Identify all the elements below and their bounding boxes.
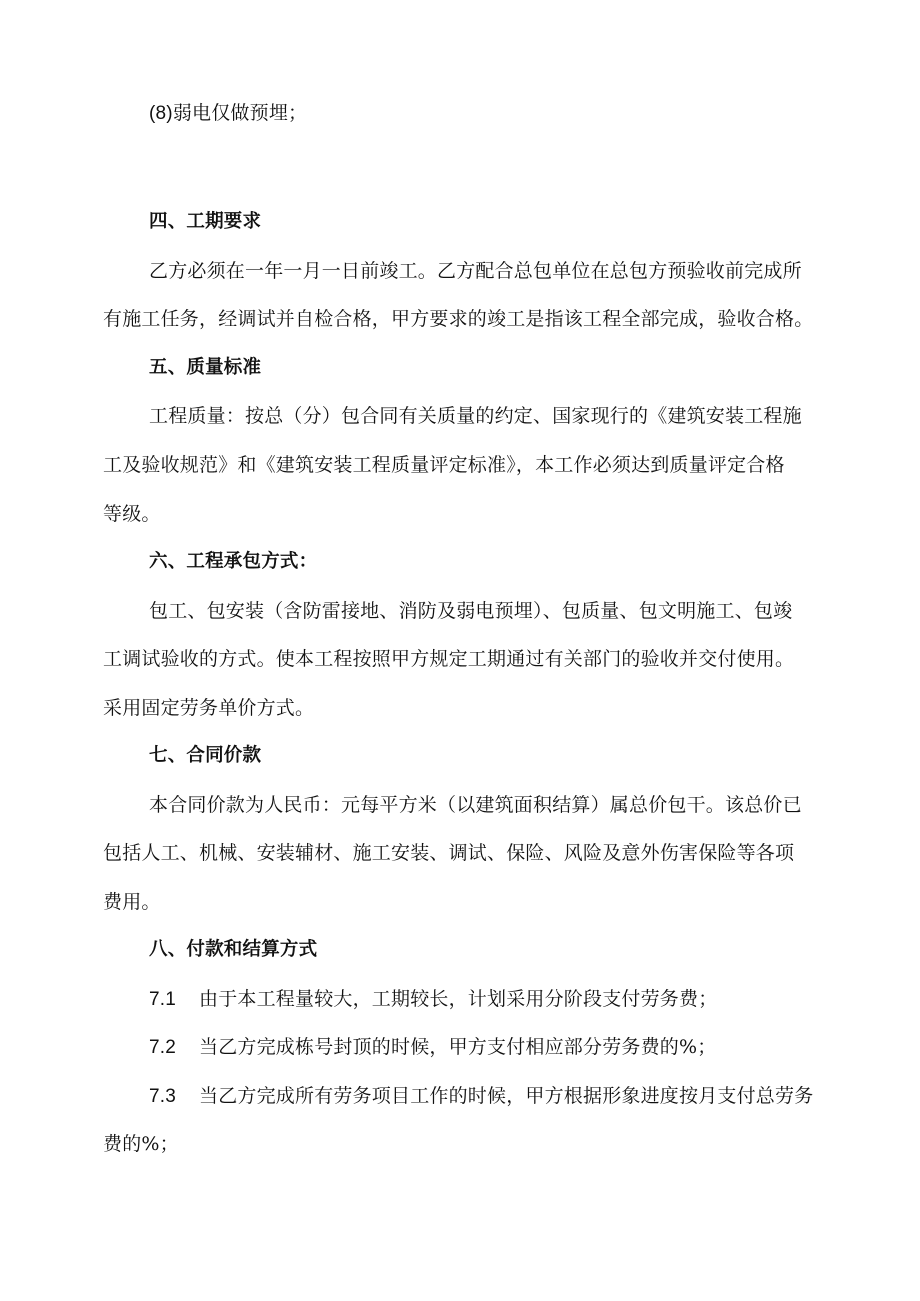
section-6-line-3: 采用固定劳务单价方式。 [103, 697, 315, 719]
section-6-heading: 六、工程承包方式： [149, 551, 318, 572]
section-7-line-1: 本合同价款为人民币：元每平方米（以建筑面积结算）属总价包干。该总价已 [149, 794, 802, 816]
section-6-line-2: 工调试验收的方式。使本工程按照甲方规定工期通过有关部门的验收并交付使用。 [103, 648, 795, 670]
item-8-text: 弱电仅做预埋； [172, 102, 308, 124]
payment-item-7-3-text: 当乙方完成所有劳务项目工作的时候，甲方根据形象进度按月支付总劳务 [199, 1085, 814, 1107]
section-5-line-2: 工及验收规范》和《建筑安装工程质量评定标准》，本工作必须达到质量评定合格 [103, 454, 785, 476]
section-4-line-2: 有施工任务，经调试并自检合格，甲方要求的竣工是指该工程全部完成，验收合格。 [103, 308, 814, 330]
section-4-line-1: 乙方必须在一年一月一日前竣工。乙方配合总包单位在总包方预验收前完成所 [149, 260, 802, 282]
payment-item-7-2-text: 当乙方完成栋号封顶的时候，甲方支付相应部分劳务费的%； [199, 1036, 717, 1058]
section-7-heading: 七、合同价款 [149, 745, 262, 766]
payment-item-7-1-text: 由于本工程量较大，工期较长，计划采用分阶段支付劳务费； [199, 988, 718, 1010]
payment-item-7-2 [149, 1034, 716, 1061]
payment-item-7-2-num: 7.2 [149, 1037, 177, 1058]
payment-item-7-1-num: 7.1 [149, 989, 177, 1010]
section-5-line-1: 工程质量：按总（分）包合同有关质量的约定、国家现行的《建筑安装工程施 [149, 405, 802, 427]
section-5-line-3: 等级。 [103, 503, 161, 525]
item-8 [149, 100, 307, 127]
payment-item-7-3-continuation: 费的%； [103, 1133, 179, 1155]
payment-item-7-3-num: 7.3 [149, 1086, 177, 1107]
section-7-line-2: 包括人工、机械、安装辅材、施工安装、调试、保险、风险及意外伤害保险等各项 [103, 842, 795, 864]
section-6-line-1: 包工、包安装（含防雷接地、消防及弱电预埋）、包质量、包文明施工、包竣 [149, 600, 793, 622]
section-5-heading: 五、质量标准 [149, 357, 262, 378]
section-4-heading: 四、工期要求 [149, 211, 262, 232]
section-7-line-3: 费用。 [103, 891, 161, 913]
section-8-heading: 八、付款和结算方式 [149, 939, 318, 960]
payment-item-7-3 [149, 1083, 813, 1110]
item-8-prefix: (8) [149, 103, 173, 124]
payment-item-7-1 [149, 986, 717, 1013]
